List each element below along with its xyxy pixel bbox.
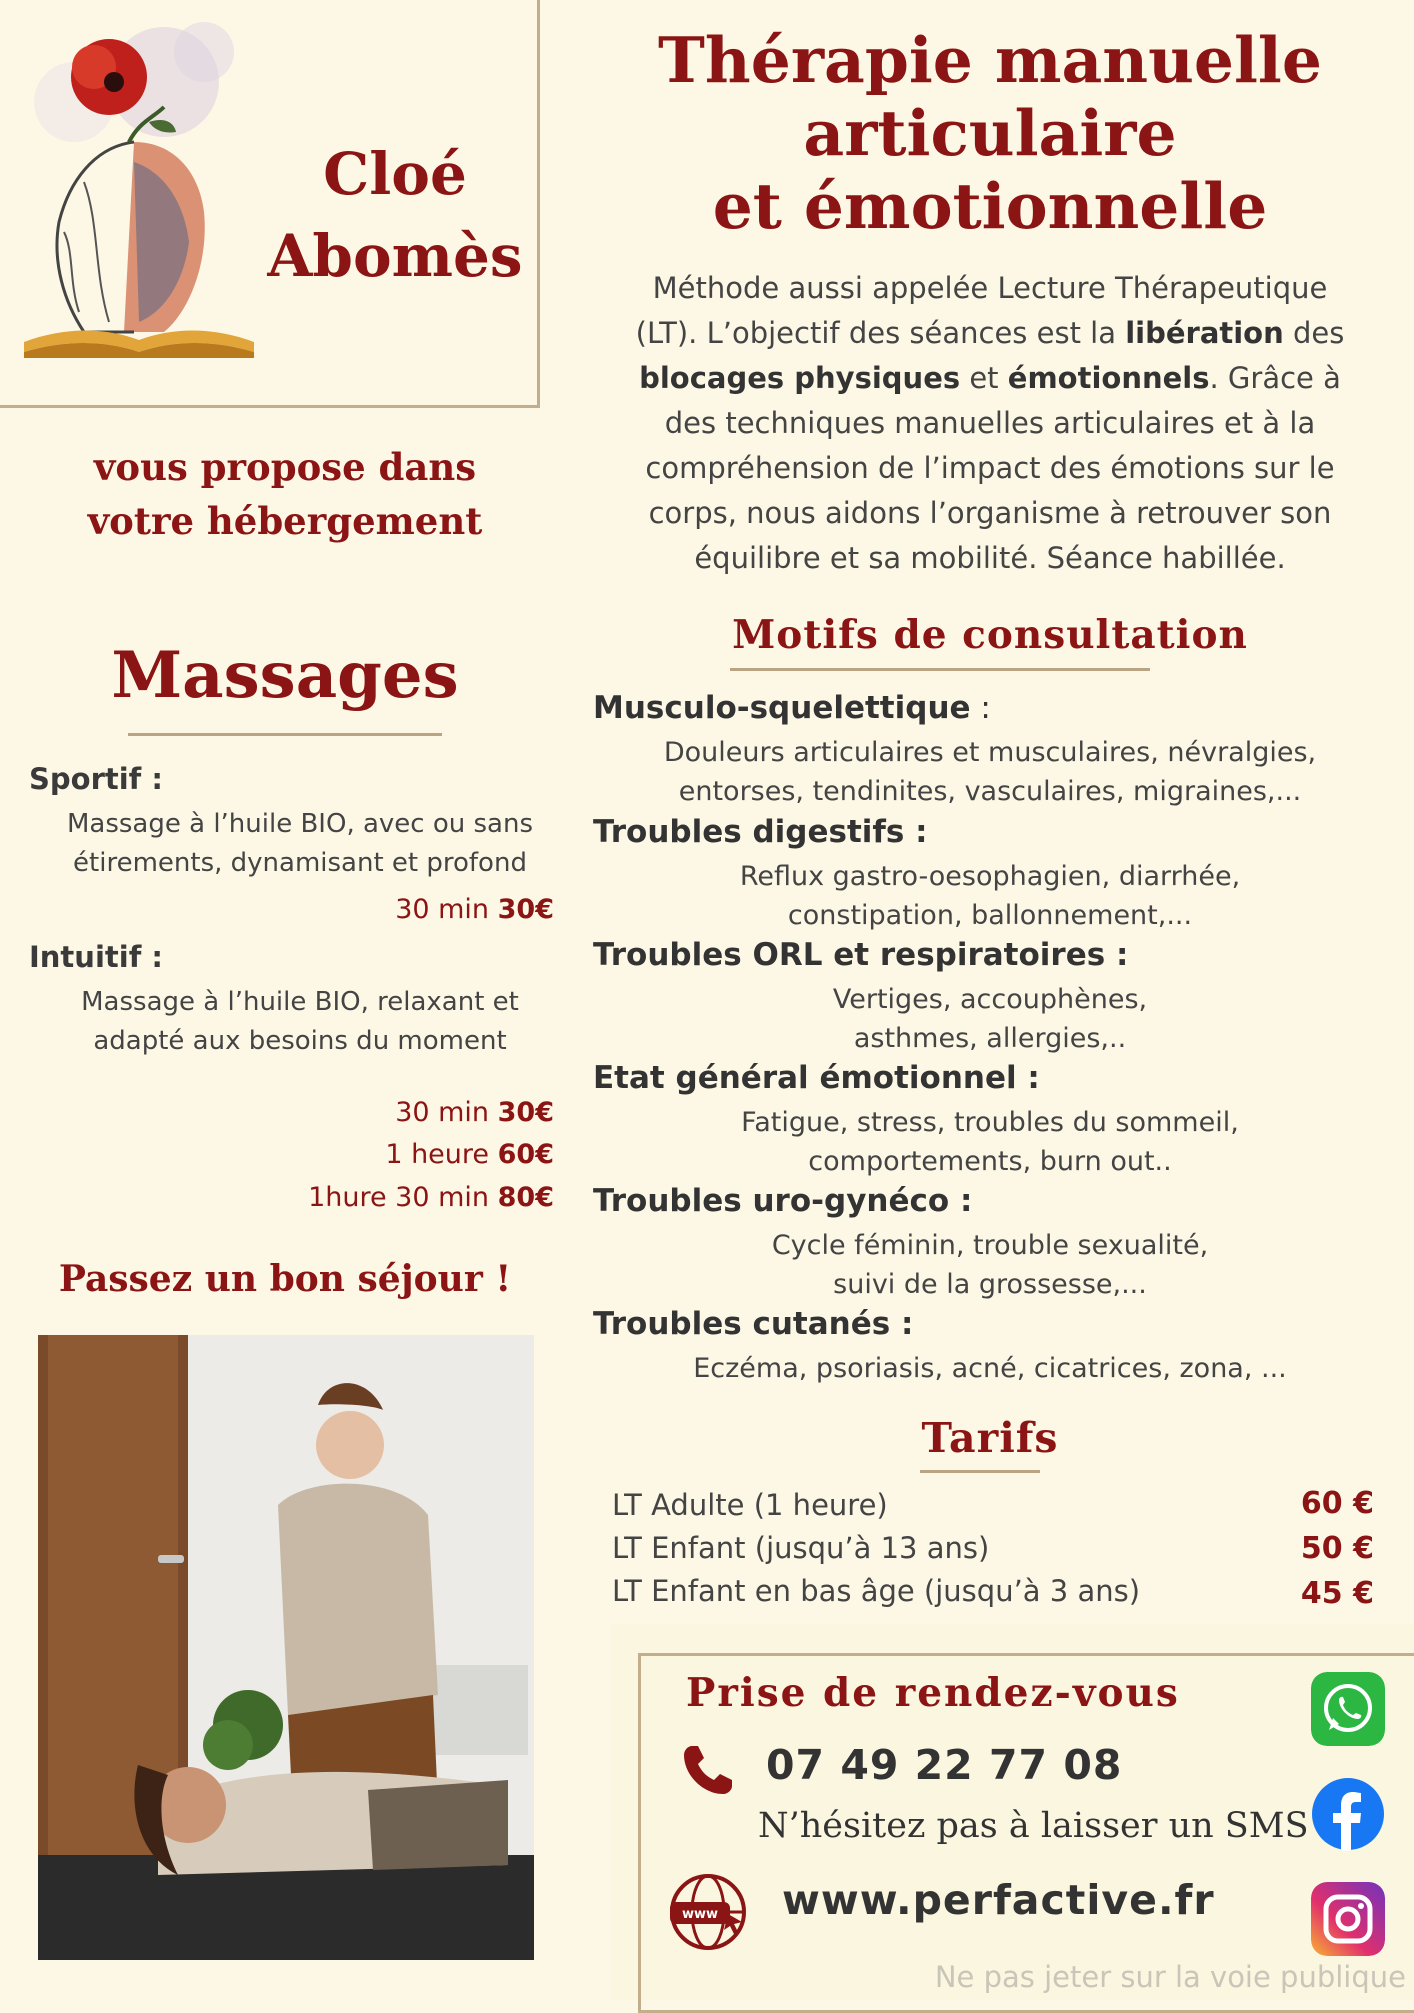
phone-icon[interactable]	[680, 1742, 736, 1798]
divider	[920, 1470, 1040, 1473]
motif-desc	[590, 980, 1390, 1058]
motif-category: Troubles ORL et respiratoires :	[593, 937, 1129, 973]
motif-category: Etat général émotionnel :	[593, 1060, 1040, 1096]
massage-price-row	[395, 1097, 554, 1128]
motif-desc	[590, 1349, 1390, 1388]
tarif-label: LT Enfant (jusqu’à 13 ans)	[612, 1531, 990, 1565]
propose-line-2: votre hébergement	[87, 499, 483, 543]
motif-category: Troubles cutanés :	[593, 1306, 914, 1342]
motif-desc	[590, 733, 1390, 811]
massage-price-row	[308, 1182, 554, 1213]
category-suffix: :	[970, 690, 991, 726]
motif-desc	[590, 1103, 1390, 1181]
motif-category: Troubles digestifs :	[593, 814, 928, 850]
globe-icon	[666, 1870, 750, 1954]
intro-text: Méthode aussi appelée Lecture Thérapeutique (LT). L’objectif des séances est la	[635, 271, 1328, 350]
tarif-price: 50 €	[1300, 1531, 1374, 1566]
intro-text: et	[960, 361, 1008, 395]
propose-line-1: vous propose dans	[93, 445, 477, 489]
name-last: Abomès	[267, 222, 523, 290]
motif-category: Troubles uro-gynéco :	[593, 1183, 973, 1219]
motif-category	[593, 690, 991, 726]
price-value: 30€	[497, 1097, 554, 1128]
tarif-price: 45 €	[1300, 1576, 1374, 1611]
desc-line: constipation, ballonnement,...	[787, 900, 1193, 931]
logo-illustration	[14, 22, 264, 362]
desc-line: Cycle féminin, trouble sexualité,	[771, 1230, 1209, 1261]
phone-number[interactable]: 07 49 22 77 08	[766, 1741, 1123, 1789]
price-value: 60€	[497, 1139, 554, 1170]
massages-title: Massages	[111, 638, 459, 713]
title-line: et émotionnelle	[712, 169, 1268, 243]
desc-line: Massage à l’huile BIO, relaxant et	[81, 987, 519, 1017]
therapy-title	[566, 24, 1414, 243]
massage-photo	[38, 1335, 534, 1960]
tarif-label: LT Adulte (1 heure)	[612, 1488, 888, 1522]
desc-line: entorses, tendinites, vasculaires, migraines,...	[678, 776, 1302, 807]
name-first: Cloé	[323, 140, 467, 208]
tarifs-title: Tarifs	[921, 1414, 1059, 1462]
massage-price-row	[385, 1139, 554, 1170]
desc-line: comportements, burn out..	[808, 1146, 1172, 1177]
website-link[interactable]: www.perfactive.fr	[782, 1876, 1215, 1924]
price-duration: 30 min	[395, 1097, 498, 1128]
motif-desc	[590, 1226, 1390, 1304]
desc-line: Vertiges, accouphènes,	[832, 984, 1148, 1015]
intro-bold: émotionnels	[1007, 361, 1210, 395]
instagram-icon[interactable]	[1311, 1882, 1385, 1956]
massage-desc-sportif	[40, 805, 560, 883]
propose-tagline	[0, 440, 570, 548]
intro-text: . Grâce à des techniques manuelles articulaires et à la compréhension de l’impact des émotions sur le corps, nous aidons l’organisme à retrouver son équilibre et sa mobilité. Séance habillée.	[645, 361, 1341, 575]
price-duration: 1hure 30 min	[308, 1182, 498, 1213]
sms-note: N’hésitez pas à laisser un SMS	[758, 1806, 1309, 1846]
divider	[128, 733, 442, 736]
title-line: Thérapie manuelle	[658, 23, 1322, 97]
price-value: 80€	[497, 1182, 554, 1213]
desc-line: Reflux gastro-oesophagien, diarrhée,	[739, 861, 1241, 892]
contact-title: Prise de rendez-vous	[686, 1670, 1180, 1716]
massage-heading-intuitif: Intuitif :	[29, 940, 163, 974]
desc-line: étirements, dynamisant et profond	[73, 848, 527, 878]
price-value: 30€	[497, 894, 554, 925]
farewell-text: Passez un bon séjour !	[58, 1258, 512, 1300]
intro-bold: libération	[1125, 316, 1284, 350]
intro-bold: blocages physiques	[639, 361, 961, 395]
therapy-intro	[620, 266, 1360, 581]
intro-text: des	[1283, 316, 1345, 350]
whatsapp-icon[interactable]	[1311, 1672, 1385, 1746]
desc-line: Fatigue, stress, troubles du sommeil,	[741, 1107, 1239, 1138]
desc-line: suivi de la grossesse,...	[833, 1269, 1147, 1300]
motif-desc	[590, 857, 1390, 935]
desc-line: Massage à l’huile BIO, avec ou sans	[66, 809, 534, 839]
price-duration: 30 min	[395, 894, 498, 925]
tarif-label: LT Enfant en bas âge (jusqu’à 3 ans)	[612, 1574, 1141, 1608]
footer-note: Ne pas jeter sur la voie publique	[934, 1960, 1406, 1994]
massage-price-row	[395, 894, 554, 925]
desc-line: asthmes, allergies,..	[853, 1023, 1127, 1054]
divider	[730, 668, 1150, 671]
facebook-icon[interactable]	[1311, 1777, 1385, 1851]
massage-desc-intuitif	[40, 983, 560, 1061]
category-name: Musculo-squelettique	[593, 690, 971, 726]
desc-line: adapté aux besoins du moment	[93, 1026, 507, 1056]
price-duration: 1 heure	[385, 1139, 498, 1170]
tarif-price: 60 €	[1300, 1486, 1374, 1521]
web-icon-label: www	[681, 1907, 719, 1922]
desc-line: Douleurs articulaires et musculaires, névralgies,	[663, 737, 1317, 768]
massage-heading-sportif: Sportif :	[29, 762, 163, 796]
title-line: articulaire	[803, 96, 1177, 170]
desc-line: Eczéma, psoriasis, acné, cicatrices, zona, ...	[693, 1353, 1287, 1384]
motifs-title: Motifs de consultation	[732, 612, 1248, 658]
